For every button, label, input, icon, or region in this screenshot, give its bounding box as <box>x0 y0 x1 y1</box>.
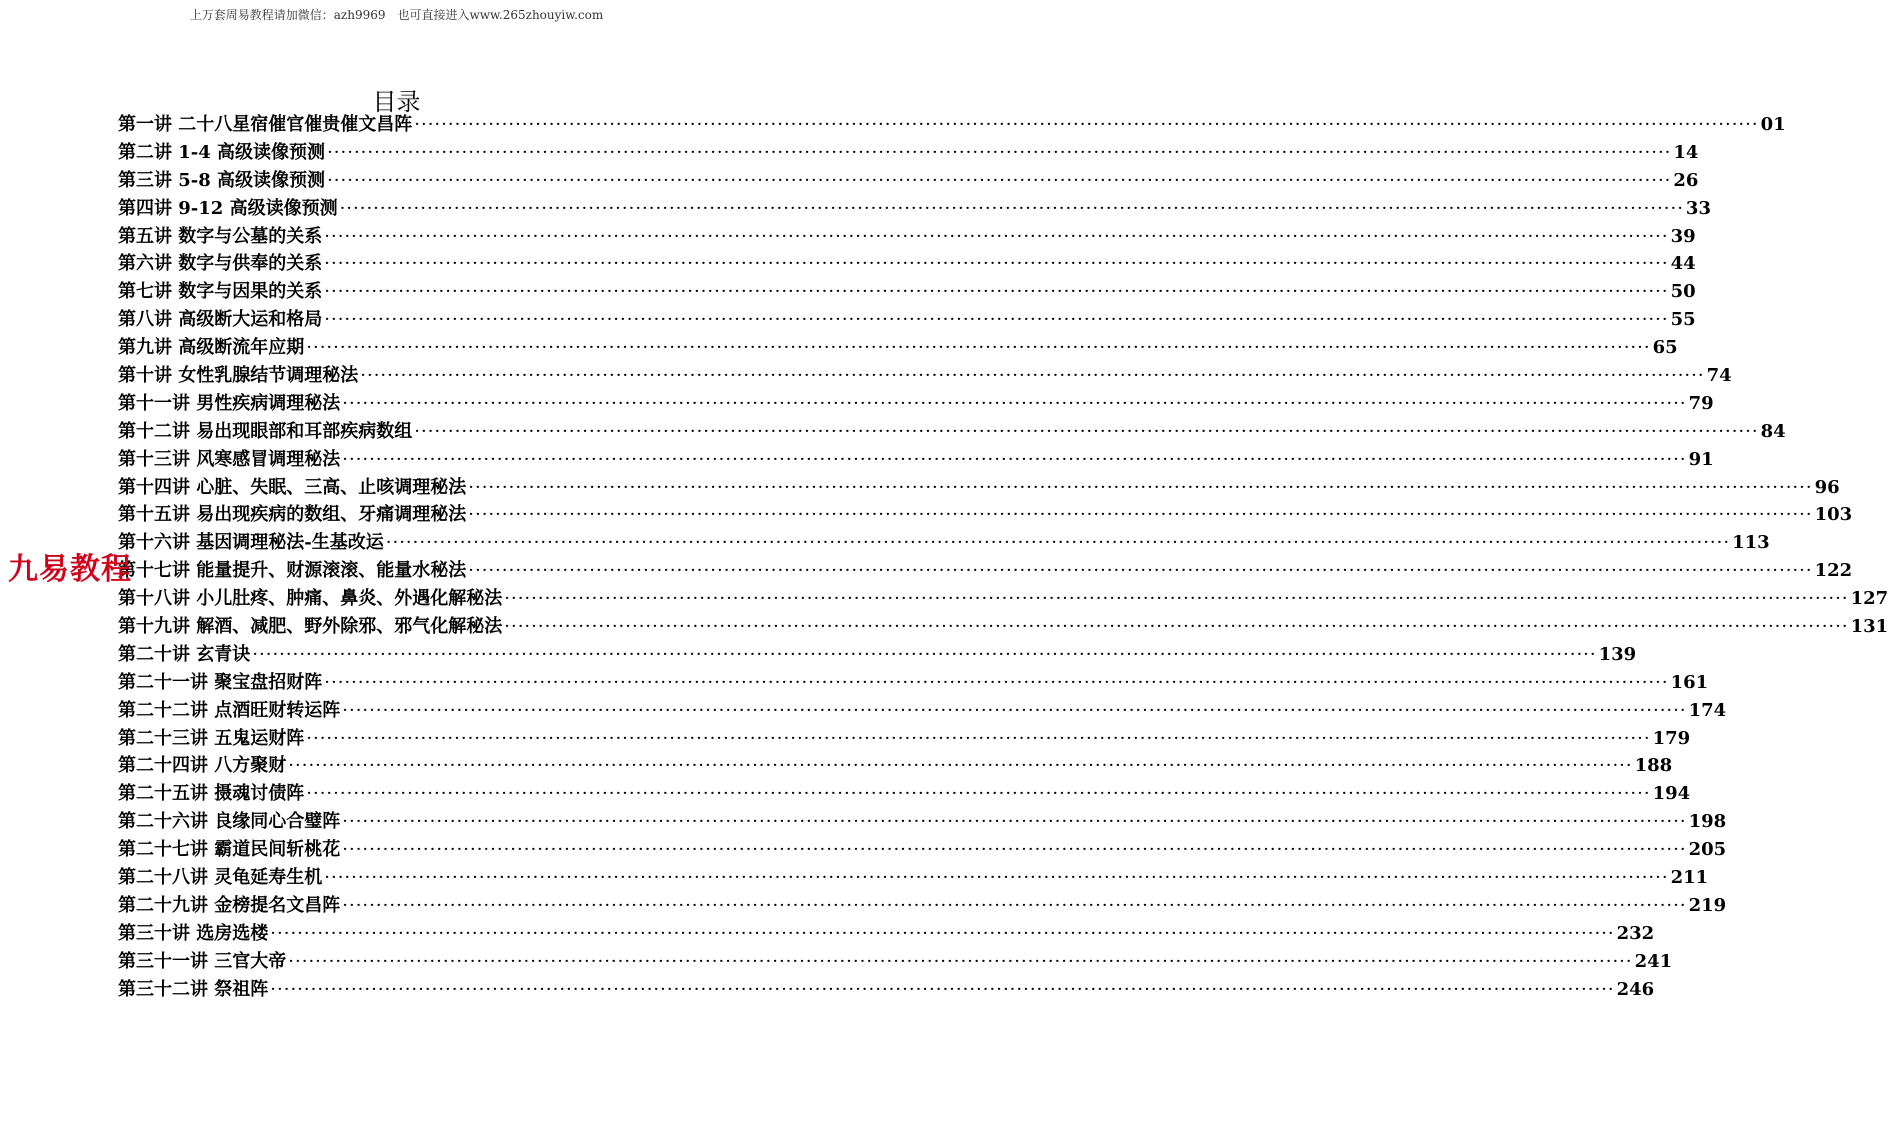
toc-entry-title: 第十九讲 解酒、减肥、野外除邪、邪气化解秘法 <box>118 616 503 638</box>
toc-entry[interactable] <box>118 976 1655 1004</box>
toc-entry-page-number: 198 <box>1688 811 1727 833</box>
toc-entry-title: 第二十二讲 点酒旺财转运阵 <box>118 699 341 721</box>
toc-leader-dots: ········································································································································································································ <box>342 839 1687 861</box>
toc-entry-page-number: 246 <box>1616 978 1655 1000</box>
watermark-logo: 九易教程 <box>8 552 132 587</box>
toc-leader-dots: ········································································································································································································ <box>327 141 1672 163</box>
toc-entry-page-number: 91 <box>1688 448 1714 470</box>
toc-leader-dots: ········································································································································································································ <box>324 309 1669 331</box>
toc-entry-title: 第三十一讲 三官大帝 <box>118 950 287 972</box>
toc-entry[interactable] <box>118 167 1699 195</box>
toc-entry[interactable] <box>118 920 1655 948</box>
toc-entry-title: 第二讲 1-4 高级读像预测 <box>118 141 326 163</box>
toc-entry[interactable] <box>118 864 1709 892</box>
toc-entry[interactable] <box>118 613 1888 641</box>
toc-entry[interactable] <box>118 195 1711 223</box>
toc-entry[interactable] <box>118 418 1786 446</box>
toc-entry-page-number: 14 <box>1673 141 1699 163</box>
toc-entry-title: 第九讲 高级断流年应期 <box>118 337 305 359</box>
toc-leader-dots: ········································································································································································································ <box>504 588 1849 610</box>
toc-entry[interactable] <box>118 501 1853 529</box>
toc-leader-dots: ········································································································································································································ <box>342 448 1687 470</box>
toc-entry-title: 第十一讲 男性疾病调理秘法 <box>118 392 341 414</box>
toc-entry-page-number: 44 <box>1670 253 1696 275</box>
toc-entry-title: 第二十一讲 聚宝盘招财阵 <box>118 671 323 693</box>
toc-leader-dots: ········································································································································································································ <box>324 671 1669 693</box>
table-of-contents <box>118 111 1888 1004</box>
toc-entry-page-number: 113 <box>1732 532 1770 554</box>
toc-entry-title: 第六讲 数字与供奉的关系 <box>118 253 323 275</box>
toc-entry-page-number: 84 <box>1760 420 1786 442</box>
toc-entry[interactable] <box>118 474 1840 502</box>
toc-entry-page-number: 194 <box>1652 783 1691 805</box>
toc-entry-title: 第二十四讲 八方聚财 <box>118 755 287 777</box>
toc-entry[interactable] <box>118 948 1673 976</box>
toc-leader-dots: ········································································································································································································ <box>306 727 1651 749</box>
toc-leader-dots: ········································································································································································································ <box>468 476 1813 498</box>
toc-entry[interactable] <box>118 557 1853 585</box>
toc-leader-dots: ········································································································································································································ <box>339 197 1684 219</box>
toc-entry[interactable] <box>118 585 1888 613</box>
toc-entry[interactable] <box>118 892 1727 920</box>
toc-entry-page-number: 103 <box>1814 504 1853 526</box>
toc-entry-page-number: 65 <box>1652 337 1678 359</box>
toc-entry[interactable] <box>118 836 1727 864</box>
toc-leader-dots: ········································································································································································································ <box>270 978 1615 1000</box>
toc-entry-title: 第二十七讲 霸道民间斩桃花 <box>118 839 341 861</box>
page-title: 目录 <box>372 88 421 117</box>
toc-leader-dots: ········································································································································································································ <box>468 560 1813 582</box>
toc-leader-dots: ········································································································································································································ <box>252 643 1597 665</box>
toc-entry[interactable] <box>118 278 1696 306</box>
toc-entry-title: 第十讲 女性乳腺结节调理秘法 <box>118 365 359 387</box>
toc-entry[interactable] <box>118 697 1727 725</box>
toc-entry[interactable] <box>118 362 1732 390</box>
toc-entry-title: 第一讲 二十八星宿催官催贵催文昌阵 <box>118 114 413 135</box>
toc-entry[interactable] <box>118 808 1727 836</box>
toc-leader-dots: ········································································································································································································ <box>342 894 1687 916</box>
toc-leader-dots: ········································································································································································································ <box>414 420 1759 442</box>
toc-entry[interactable] <box>118 139 1699 167</box>
toc-leader-dots: ········································································································································································································ <box>342 811 1687 833</box>
toc-leader-dots: ········································································································································································································ <box>306 783 1651 805</box>
toc-entry[interactable] <box>118 250 1696 278</box>
toc-entry-page-number: 161 <box>1670 671 1709 693</box>
toc-entry[interactable] <box>118 725 1691 753</box>
toc-entry[interactable] <box>118 334 1678 362</box>
toc-entry-title: 第四讲 9-12 高级读像预测 <box>118 197 338 219</box>
toc-leader-dots: ········································································································································································································ <box>324 867 1669 889</box>
toc-entry-title: 第十二讲 易出现眼部和耳部疾病数组 <box>118 420 413 442</box>
toc-leader-dots: ········································································································································································································ <box>342 392 1687 414</box>
toc-leader-dots: ········································································································································································································ <box>504 616 1849 638</box>
toc-entry-page-number: 01 <box>1760 114 1786 135</box>
toc-entry[interactable] <box>118 111 1786 139</box>
toc-entry-page-number: 205 <box>1688 839 1727 861</box>
toc-entry-page-number: 96 <box>1814 476 1840 498</box>
toc-entry-title: 第二十九讲 金榜提名文昌阵 <box>118 894 341 916</box>
toc-leader-dots: ········································································································································································································ <box>288 950 1633 972</box>
toc-entry-page-number: 232 <box>1616 922 1655 944</box>
toc-entry-page-number: 39 <box>1670 225 1696 247</box>
toc-entry-title: 第二十六讲 良缘同心合璧阵 <box>118 811 341 833</box>
toc-entry-page-number: 241 <box>1634 950 1673 972</box>
toc-leader-dots: ········································································································································································································ <box>306 337 1651 359</box>
toc-entry-title: 第十三讲 风寒感冒调理秘法 <box>118 448 341 470</box>
toc-entry-title: 第二十讲 玄青诀 <box>118 643 251 665</box>
toc-entry-page-number: 211 <box>1670 867 1709 889</box>
toc-leader-dots: ········································································································································································································ <box>327 169 1672 191</box>
toc-entry[interactable] <box>118 446 1714 474</box>
toc-leader-dots: ········································································································································································································ <box>288 755 1633 777</box>
toc-entry[interactable] <box>118 752 1673 780</box>
toc-leader-dots: ········································································································································································································ <box>270 922 1615 944</box>
toc-entry[interactable] <box>118 641 1637 669</box>
toc-entry[interactable] <box>118 306 1696 334</box>
toc-entry-title: 第八讲 高级断大运和格局 <box>118 309 323 331</box>
toc-leader-dots: ········································································································································································································ <box>468 504 1813 526</box>
toc-leader-dots: ········································································································································································································ <box>324 225 1669 247</box>
toc-entry-page-number: 127 <box>1850 588 1888 610</box>
toc-entry-page-number: 74 <box>1706 365 1732 387</box>
toc-entry[interactable] <box>118 223 1696 251</box>
toc-entry[interactable] <box>118 669 1709 697</box>
toc-leader-dots: ········································································································································································································ <box>414 114 1759 135</box>
toc-entry-title: 第二十八讲 灵龟延寿生机 <box>118 867 323 889</box>
toc-entry-page-number: 26 <box>1673 169 1699 191</box>
toc-leader-dots: ········································································································································································································ <box>360 365 1705 387</box>
toc-entry-page-number: 179 <box>1652 727 1691 749</box>
toc-entry[interactable] <box>118 780 1691 808</box>
toc-leader-dots: ········································································································································································································ <box>342 699 1687 721</box>
toc-entry-page-number: 79 <box>1688 392 1714 414</box>
toc-entry-title: 第三十二讲 祭祖阵 <box>118 978 269 1000</box>
toc-entry-page-number: 33 <box>1685 197 1711 219</box>
toc-entry-title: 第十五讲 易出现疾病的数组、牙痛调理秘法 <box>118 504 467 526</box>
toc-entry-page-number: 139 <box>1598 643 1637 665</box>
toc-entry-title: 第十四讲 心脏、失眠、三高、止咳调理秘法 <box>118 476 467 498</box>
toc-entry-title: 第五讲 数字与公墓的关系 <box>118 225 323 247</box>
toc-entry[interactable] <box>118 529 1770 557</box>
toc-leader-dots: ········································································································································································································ <box>385 532 1731 554</box>
toc-entry-page-number: 55 <box>1670 309 1696 331</box>
toc-entry-title: 第二十三讲 五鬼运财阵 <box>118 727 305 749</box>
toc-entry-page-number: 122 <box>1814 560 1853 582</box>
toc-entry[interactable] <box>118 390 1714 418</box>
toc-entry-title: 第十六讲 基因调理秘法-生基改运 <box>118 532 384 554</box>
toc-entry-page-number: 174 <box>1688 699 1727 721</box>
toc-entry-title: 第二十五讲 摄魂讨债阵 <box>118 783 305 805</box>
toc-entry-title: 第七讲 数字与因果的关系 <box>118 281 323 303</box>
toc-entry-title: 第十七讲 能量提升、财源滚滚、能量水秘法 <box>118 560 467 582</box>
toc-leader-dots: ········································································································································································································ <box>324 281 1669 303</box>
toc-leader-dots: ········································································································································································································ <box>324 253 1669 275</box>
toc-entry-title: 第三十讲 选房选楼 <box>118 922 269 944</box>
toc-entry-page-number: 50 <box>1670 281 1696 303</box>
toc-entry-page-number: 188 <box>1634 755 1673 777</box>
toc-entry-page-number: 131 <box>1850 616 1888 638</box>
toc-entry-page-number: 219 <box>1688 894 1727 916</box>
header-note: 上万套周易教程请加微信：azh9969 也可直接进入www.265zhouyiw.com <box>189 8 604 22</box>
toc-entry-title: 第三讲 5-8 高级读像预测 <box>118 169 326 191</box>
toc-entry-title: 第十八讲 小儿肚疼、肿痛、鼻炎、外遇化解秘法 <box>118 588 503 610</box>
